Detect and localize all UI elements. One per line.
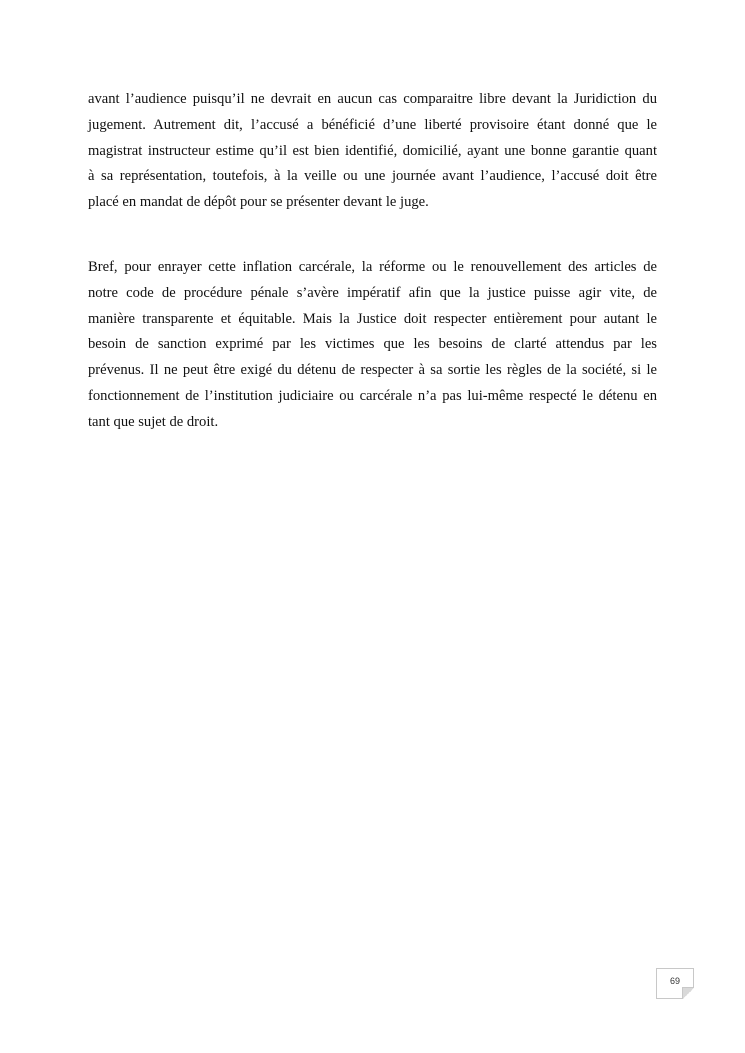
paragraph-1 bbox=[88, 87, 657, 216]
page-number-box bbox=[656, 968, 694, 999]
paragraph-line: notre code de procédure pénale s’avère impératif afin que la justice puisse agir vite, de bbox=[88, 284, 657, 301]
paragraph-line: placé en mandat de dépôt pour se présenter devant le juge. bbox=[88, 194, 429, 211]
paragraph-2 bbox=[88, 255, 657, 436]
paragraph-line: besoin de sanction exprimé par les victimes que les besoins de clarté attendus par les bbox=[88, 336, 657, 353]
paragraph-line: magistrat instructeur estime qu’il est bien identifié, domicilié, ayant une bonne garantie quant bbox=[88, 142, 657, 159]
paragraph-line: fonctionnement de l’institution judiciaire ou carcérale n’a pas lui-même respecté le détenu en bbox=[88, 387, 657, 404]
paragraph-line: prévenus. Il ne peut être exigé du détenu de respecter à sa sortie les règles de la société, si le bbox=[88, 362, 657, 379]
paragraph-line: à sa représentation, toutefois, à la veille ou une journée avant l’audience, l’accusé doit être bbox=[88, 168, 657, 185]
paragraph-line: tant que sujet de droit. bbox=[88, 413, 219, 430]
page-curl-icon bbox=[682, 987, 694, 999]
paragraph-line: manière transparente et équitable. Mais la Justice doit respecter entièrement pour autant le bbox=[88, 310, 657, 327]
paragraph-line: avant l’audience puisqu’il ne devrait en aucun cas comparaitre libre devant la Juridiction du bbox=[88, 91, 657, 107]
paragraph-line: Bref, pour enrayer cette inflation carcérale, la réforme ou le renouvellement des articles de bbox=[88, 259, 657, 275]
paragraph-line: jugement. Autrement dit, l’accusé a bénéficié d’une liberté provisoire étant donné que le bbox=[88, 116, 657, 133]
page-number: 69 bbox=[669, 976, 680, 986]
